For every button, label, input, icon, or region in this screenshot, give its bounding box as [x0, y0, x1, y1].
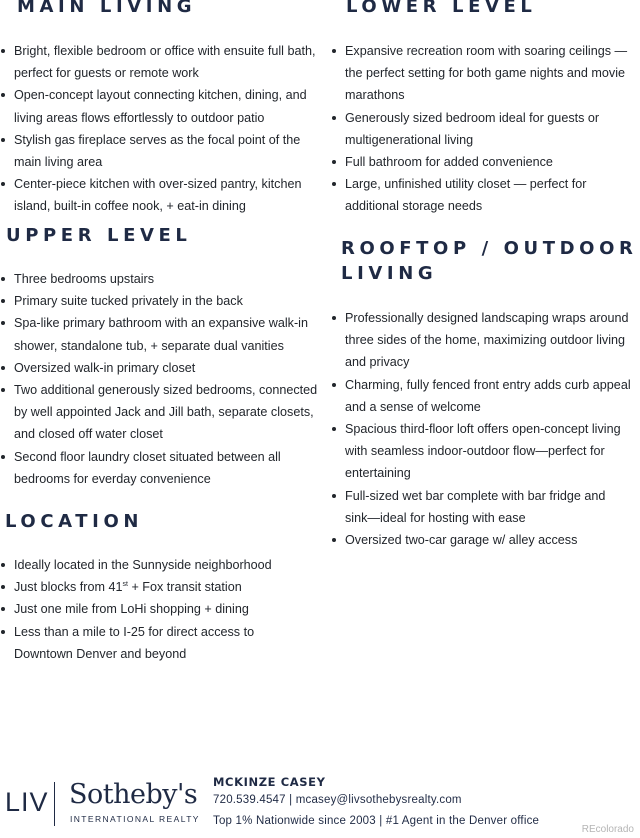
main-living-list — [0, 40, 318, 218]
logo-subtitle: INTERNATIONAL REALTY — [70, 814, 200, 824]
rooftop-heading-line2: LIVING — [341, 263, 438, 284]
location-list — [0, 554, 300, 665]
lower-level-heading: LOWER LEVEL — [346, 0, 537, 17]
list-item: Three bedrooms upstairs — [0, 268, 318, 290]
logo-divider — [54, 782, 55, 826]
list-item — [0, 576, 300, 598]
superscript: st — [122, 581, 128, 589]
list-item: Ideally located in the Sunnyside neighborhood — [0, 554, 300, 576]
list-item: Bright, flexible bedroom or office with ensuite full bath, perfect for guests or remote work — [0, 40, 318, 84]
upper-level-list — [0, 268, 318, 490]
list-item: Charming, fully fenced front entry adds curb appeal and a sense of welcome — [331, 374, 631, 418]
rooftop-heading-line1: ROOFTOP / OUTDOOR — [341, 238, 638, 259]
agent-contact[interactable]: 720.539.4547 | mcasey@livsothebysrealty.com — [213, 794, 462, 806]
list-item: Spacious third-floor loft offers open-concept living with seamless indoor-outdoor flow—perfect for entertaining — [331, 418, 631, 485]
rooftop-heading — [341, 236, 637, 286]
watermark: REcolorado — [581, 824, 634, 835]
list-item: Professionally designed landscaping wraps around three sides of the home, maximizing outdoor living and privacy — [331, 307, 631, 374]
list-item: Two additional generously sized bedrooms, connected by well appointed Jack and Jill bath, separate closets, and closed off water closet — [0, 379, 318, 446]
list-item: Center-piece kitchen with over-sized pantry, kitchen island, built-in coffee nook, + eat-in dining — [0, 173, 318, 217]
list-item: Oversized two-car garage w/ alley access — [331, 529, 631, 551]
list-item: Second floor laundry closet situated between all bedrooms for everday convenience — [0, 446, 318, 490]
list-item-text: + Fox transit station — [127, 580, 242, 595]
sothebys-logo — [5, 778, 200, 826]
upper-level-heading: UPPER LEVEL — [6, 225, 192, 246]
list-item: Less than a mile to I-25 for direct access to Downtown Denver and beyond — [0, 621, 300, 665]
rooftop-list — [331, 307, 631, 551]
list-item: Full-sized wet bar complete with bar fridge and sink—ideal for hosting with ease — [331, 485, 631, 529]
list-item: Large, unfinished utility closet — perfect for additional storage needs — [331, 173, 631, 217]
agent-info — [213, 774, 593, 832]
list-item: Just one mile from LoHi shopping + dining — [0, 598, 300, 620]
list-item: Expansive recreation room with soaring ceilings — the perfect setting for both game nights and movie marathons — [331, 40, 631, 107]
list-item: Stylish gas fireplace serves as the focal point of the main living area — [0, 129, 318, 173]
list-item: Oversized walk-in primary closet — [0, 357, 318, 379]
agent-name: MCKINZE CASEY — [213, 775, 326, 789]
main-living-heading: MAIN LIVING — [17, 0, 197, 17]
list-item: Primary suite tucked privately in the back — [0, 290, 318, 312]
location-heading: LOCATION — [5, 511, 144, 532]
list-item: Open-concept layout connecting kitchen, dining, and living areas flows effortlessly to outdoor patio — [0, 84, 318, 128]
agent-tagline: Top 1% Nationwide since 2003 | #1 Agent in the Denver office — [213, 815, 540, 827]
list-item: Generously sized bedroom ideal for guests or multigenerational living — [331, 107, 631, 151]
list-item-text: Just blocks from 41 — [14, 580, 123, 595]
logo-brand: Sotheby's — [69, 779, 198, 810]
logo-liv: LIV — [5, 787, 49, 817]
lower-level-list — [331, 40, 631, 218]
list-item: Spa-like primary bathroom with an expansive walk-in shower, standalone tub, + separate dual vanities — [0, 312, 318, 356]
list-item: Full bathroom for added convenience — [331, 151, 631, 173]
